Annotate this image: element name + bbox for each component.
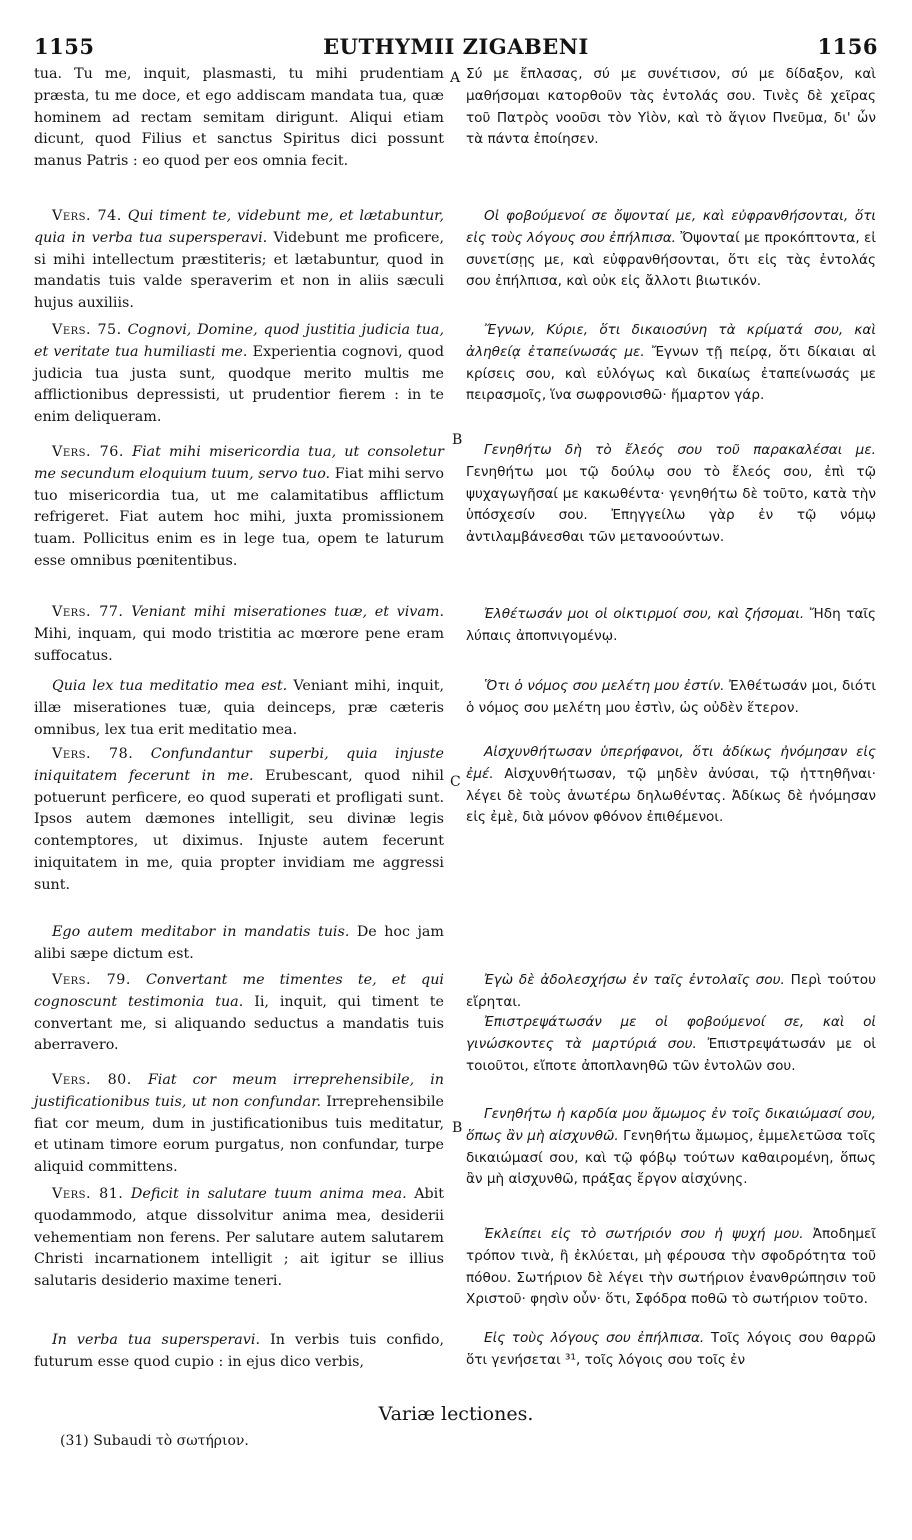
greek-paragraph: Ἐγὼ δὲ ἀδολεσχήσω ἐν ταῖς ἐντολαῖς σου. Περὶ τούτου εἴρηται. [466,972,876,1010]
greek-paragraph: Ἐλθέτωσάν μοι οἱ οἰκτιρμοί σου, καὶ ζήσομαι. Ἤδη ταῖς λύπαις ἀποπνιγομένῳ. [466,606,876,644]
latin-paragraph: Vers. 79. Convertant me timentes te, et qui cognoscunt testimonia tua. Ii, inquit, qui timent te convertant me, si aliquando seductus a mandatis tuis aberravero. [34,972,445,1054]
greek-paragraph: Γενηθήτω δὴ τὸ ἔλεός σου τοῦ παρακαλέσαι με. Γενηθήτω μοι τῷ δούλῳ σου τὸ ἔλεός σου, ἐπὶ τῷ ψυχαγωγῆσαί με κακωθέντα· γενηθήτω δὲ τοῦτο, κατὰ τὴν ὑπόσχεσίν σου. Ἐπηγγείλω γὰρ ἐν τῷ νόμῳ ἀντιλαμβάνεσθαι τῶν μετανοούντων. [466,442,876,546]
variae-lectiones-heading: Variæ lectiones. [378,1403,534,1425]
greek-paragraph: Γενηθήτω ἡ καρδία μου ἄμωμος ἐν τοῖς δικαιώμασί σου, ὅπως ἂν μὴ αἰσχυνθῶ. Γενηθήτω ἄμωμος, ἐμμελετῶσα τοῖς δικαιώμασί σου, καὶ τῷ φόβῳ τούτων καθαιρομένη, ὅπως ἂν μὴ αἰσχυνθῶ, πράξας ἔργον αἰσχύνης. [466,1106,876,1188]
greek-paragraph: Ὅτι ὁ νόμος σου μελέτη μου ἐστίν. Ἐλθέτωσάν μοι, διότι ὁ νόμος σου μελέτη μου ἐστὶν, ὡς οὐδὲν ἕτερον. [466,678,876,716]
latin-paragraph: Quia lex tua meditatio mea est. Veniant mihi, inquit, illæ miserationes tuæ, quia deinceps, præ cæteris omnibus, lex tua erit meditatio mea. [34,678,445,738]
greek-paragraph: Σύ με ἔπλασας, σύ με συνέτισον, σύ με δίδαξον, καὶ μαθήσομαι κατορθοῦν τὰς ἐντολάς σου. Τινὲς δὲ χεῖρας τοῦ Πατρὸς νοοῦσι τὸν Υἱὸν, καὶ τὸ ἅγιον Πνεῦμα, δι' ὧν τὰ πάντα ἐποίησεν. [466,66,876,148]
greek-paragraph: Οἱ φοβούμενοί σε ὄψονταί με, καὶ εὐφρανθήσονται, ὅτι εἰς τοὺς λόγους σου ἐπήλπισα. Ὄψονταί με προκόπτοντα, εἰ συνετίσῃς με, καὶ εὐφρανθήσονται, ὅτι εἰς τὰς ἐντολάς σου ἐπήλπισα, καὶ οὐκ εἰς ἄλλοτι βιωτικόν. [466,208,876,290]
margin-letter-a: A [450,70,461,86]
greek-paragraph: Εἰς τοὺς λόγους σου ἐπήλπισα. Τοῖς λόγοις σου θαρρῶ ὅτι γενήσεται ³¹, τοῖς λόγοις σου τοῖς ἐν [466,1330,877,1368]
greek-paragraph: Ἔγνων, Κύριε, ὅτι δικαιοσύνη τὰ κρίματά σου, καὶ ἀληθείᾳ ἐταπείνωσάς με. Ἔγνων τῇ πείρᾳ, ὅτι δίκαιαι αἱ κρίσεις σου, καὶ εὐλόγως καὶ δικαίως ἐταπείνωσάς με πειρασμοῖς, ἵνα σωφρονισθῶ· ἥμαρτον γάρ. [466,322,876,404]
latin-paragraph: Vers. 78. Confundantur superbi, quia injuste iniquitatem fecerunt in me. Erubescant, quod nihil potuerunt perficere, eo quod superati et profligati sunt. Ipsos autem dæmones intelligit, seu divinæ legis contemptores, ut diximus. Injuste autem fecerunt iniquitatem in me, quia propter invidiam me aggressi sunt. [34,746,444,893]
greek-paragraph: Αἰσχυνθήτωσαν ὑπερήφανοι, ὅτι ἀδίκως ἠνόμησαν εἰς ἐμέ. Αἰσχυνθήτωσαν, τῷ μηδὲν ἀνύσαι, τῷ ἡττηθῆναι· λέγει δὲ τοὺς ἀνωτέρω δηλωθέντας. Ἀδίκως δὲ ἠνόμησαν εἰς ἐμὲ, διὰ μόνον φθόνον ἐπιθέμενοι. [466,744,876,826]
latin-paragraph: Ego autem meditabor in mandatis tuis. De hoc jam alibi sæpe dictum est. [34,924,444,962]
greek-paragraph: Ἐπιστρεψάτωσάν με οἱ φοβούμενοί σε, καὶ οἱ γινώσκοντες τὰ μαρτύριά σου. Ἐπιστρεψάτωσάν με οἱ τοιοῦτοι, εἴποτε ἀποπλανηθῶ τῶν ἐντολῶν σου. [466,1014,876,1074]
greek-paragraph: Ἐκλείπει εἰς τὸ σωτήριόν σου ἡ ψυχή μου. Ἀποδημεῖ τρόπον τινὰ, ἢ ἐκλύεται, μὴ φέρουσα τὴν σφοδρότητα τοῦ πόθου. Σωτήριον δὲ λέγει τὴν σωτήριον ἐνανθρώπησιν τοῦ Χριστοῦ· φησὶν οὖν· ὅτι, Σφόδρα ποθῶ τὸ σωτήριον τοῦτο. [466,1226,876,1308]
latin-paragraph: In verba tua supersperavi. In verbis tuis confido, futurum esse quod cupio : in ejus dico verbis, [34,1332,445,1370]
latin-paragraph: tua. Tu me, inquit, plasmasti, tu mihi prudentiam præsta, tu me doce, et ego addiscam mandata tua, quæ hominem ad rectam semitam dirigunt. Aliqui etiam dicunt, quod Filius et sanctus Spiritus dici possunt manus Patris : eo quod per eos omnia fecit. [34,66,444,170]
latin-paragraph: Vers. 77. Veniant mihi miserationes tuæ, et vivam. Mihi, inquam, qui modo tristitia ac mœrore pene eram suffocatus. [34,604,444,664]
latin-paragraph: Vers. 75. Cognovi, Domine, quod justitia judicia tua, et veritate tua humiliasti me. Experientia cognovi, quod judicia tua justa sunt, quodque merito multis me afflictionibus depressisti, ut prudentior fierem : in te enim deliqueram. [34,322,445,426]
latin-paragraph: Vers. 80. Fiat cor meum irreprehensibile, in justificationibus tuis, ut non confundar. Irreprehensibile fiat cor meum, dum in justificationibus tuis meditatur, et utinam timore eorum purgatus, non confundar, turpe aliquid committens. [34,1072,445,1176]
latin-paragraph: Vers. 76. Fiat mihi misericordia tua, ut consoletur me secundum eloquium tuum, servo tuo. Fiat mihi servo tuo misericordia tua, ut me calamitatibus afflictum refrigeret. Fiat autem hoc mihi, juxta promissionem tuam. Pollicitus enim es in lege tua, opem te laturum esse omnibus pœnitentibus. [34,444,445,569]
latin-paragraph: Vers. 74. Qui timent te, videbunt me, et lætabuntur, quia in verba tua supersperavi. Videbunt me proficere, si mihi intellectum præstiteris; et lætabuntur, quod in mandatis tuis valde speraverim et non in aliis sæculi hujus auxiliis. [34,208,444,312]
latin-paragraph: Vers. 81. Deficit in salutare tuum anima mea. Abit quodammodo, atque dissolvitur anima mea, desiderii vehementiam non ferens. Per salutare autem salutarem Christi incarnationem intelligit ; ait igitur se illius salutaris desiderio maxime teneri. [34,1186,444,1290]
page-number-left: 1155 [34,34,95,59]
margin-letter-b: B [452,1120,463,1136]
header-title: EUTHYMII ZIGABENI [323,34,589,59]
running-header [34,34,878,64]
margin-letter-b: B [452,432,463,448]
margin-letter-c: C [450,774,461,790]
footnote: (31) Subaudi τὸ σωτήριον. [60,1433,249,1449]
page-number-right: 1156 [817,34,878,59]
